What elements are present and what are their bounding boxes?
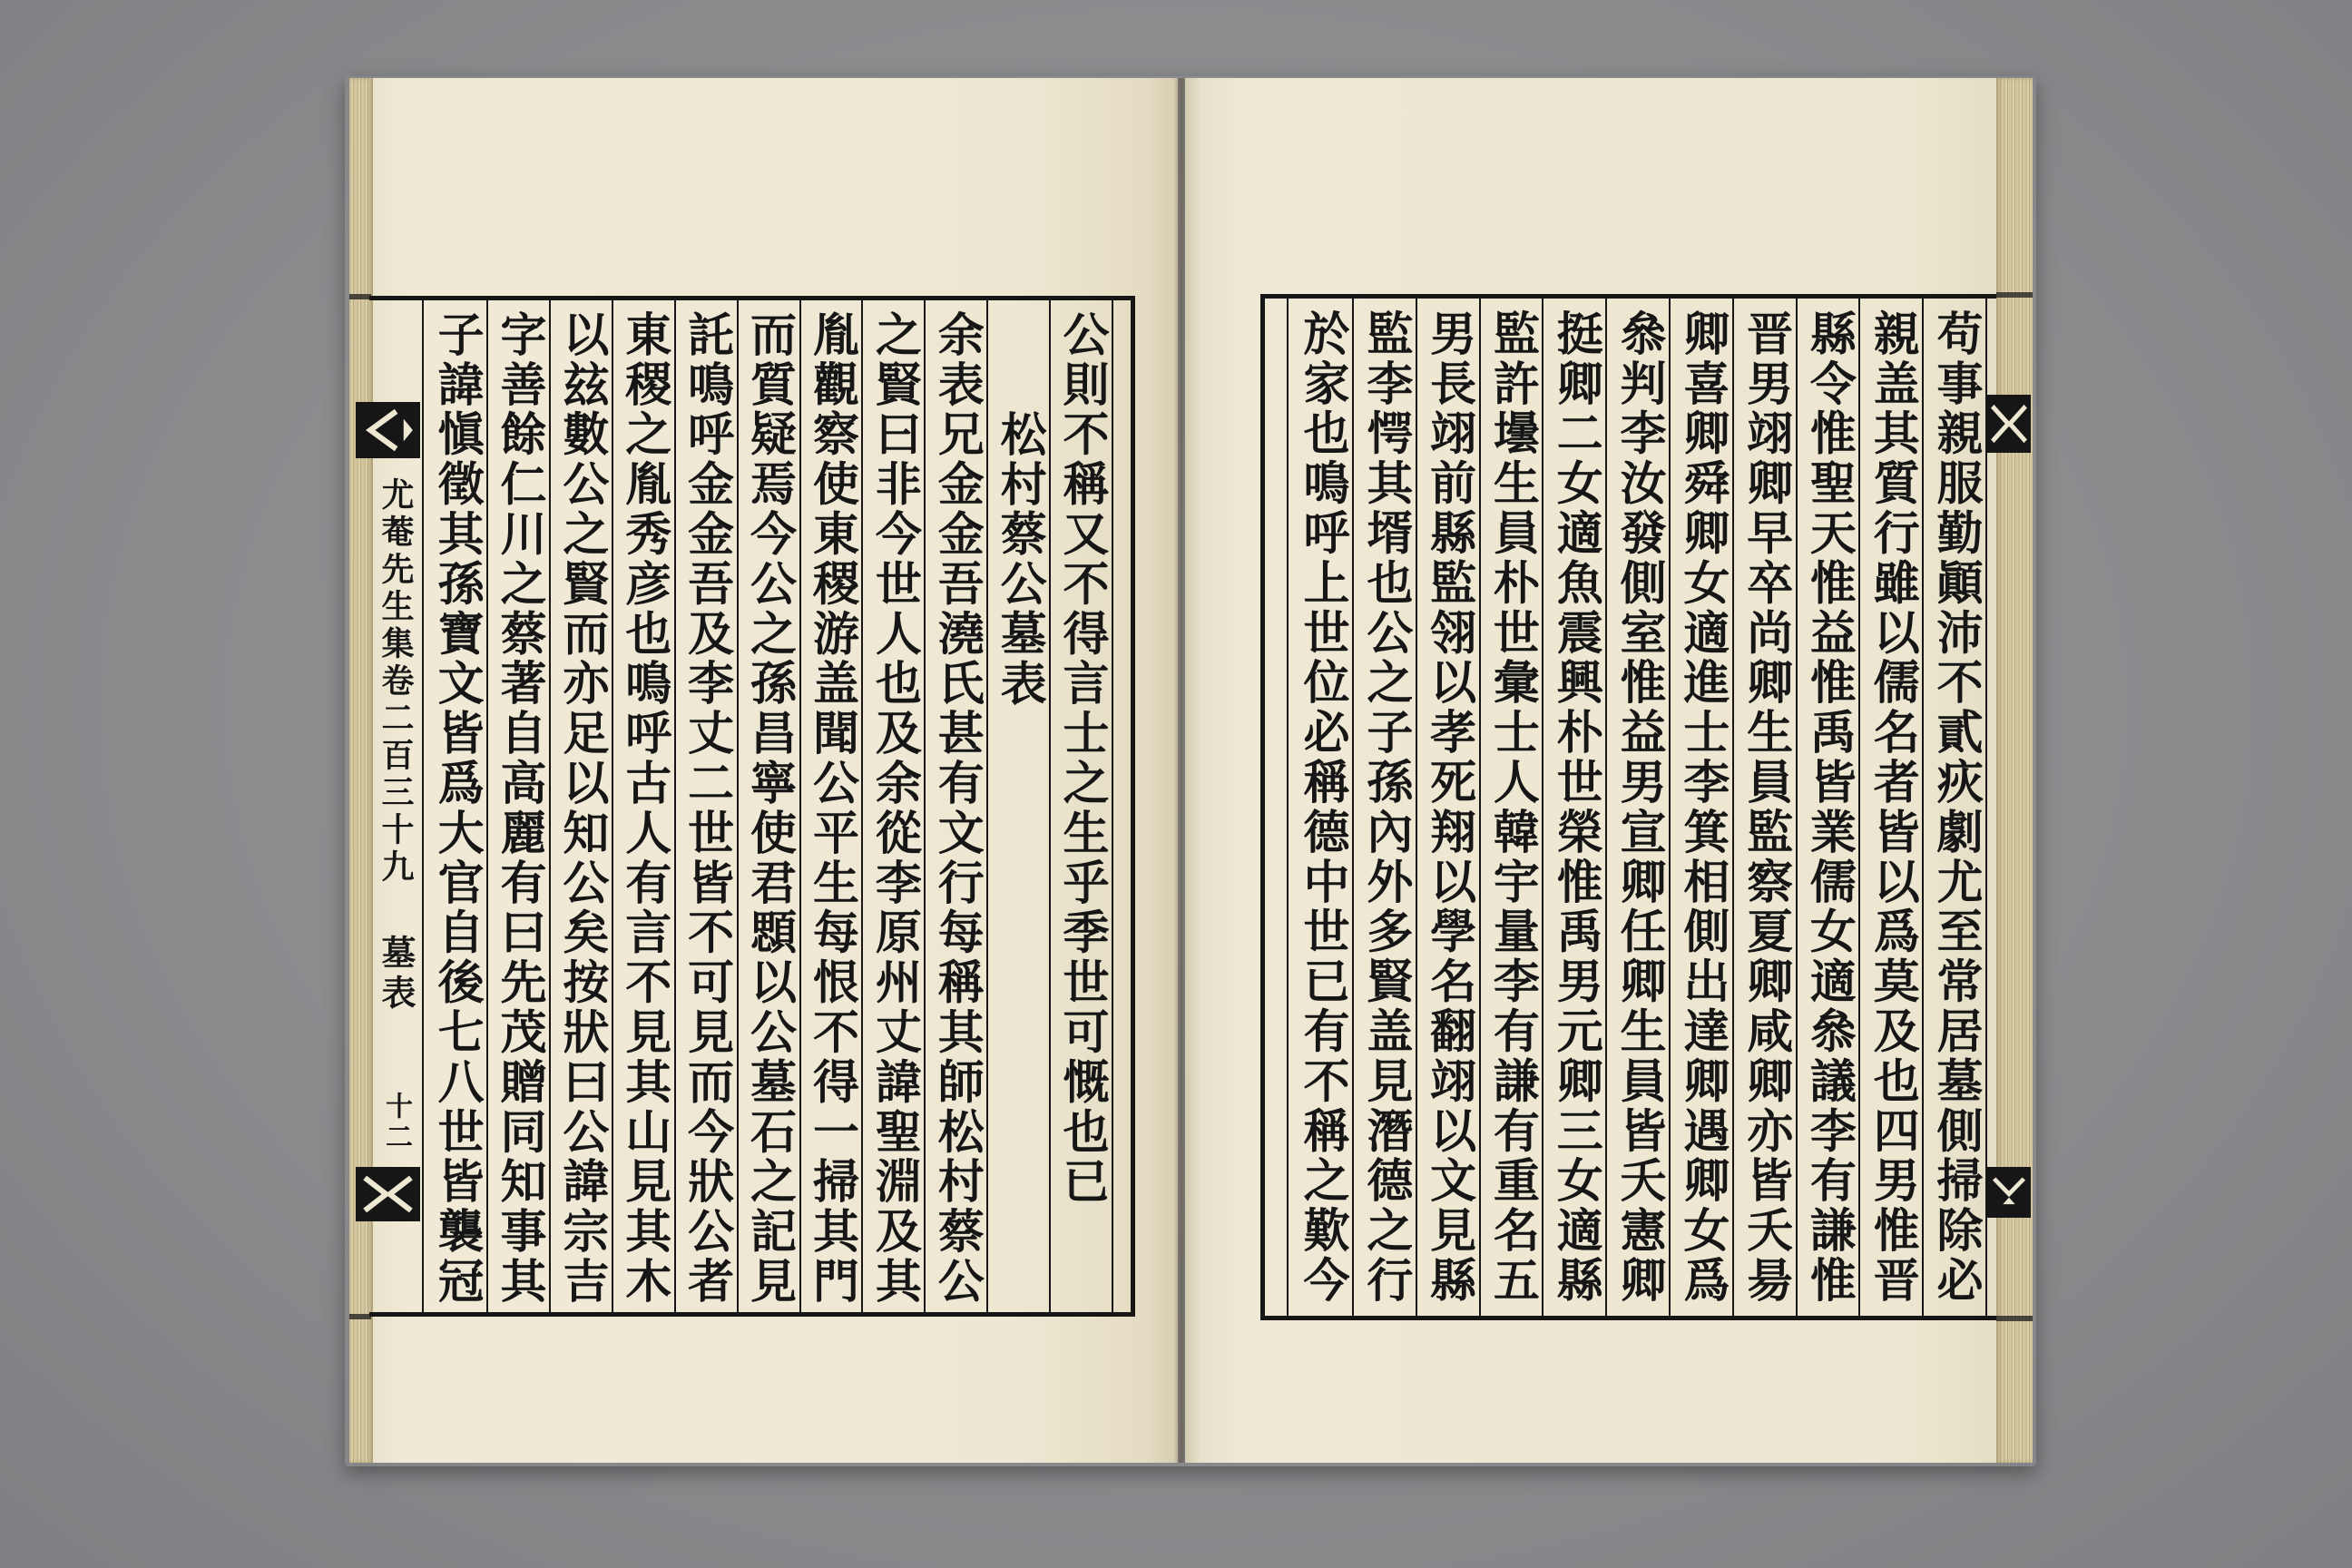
right-page-frame: [1260, 294, 1997, 1320]
text-column: 胤觀察使東稷游盖聞公平生每恨不得一掃其門: [799, 300, 862, 1312]
text-column: 公則不稱又不得言士之生乎季世可慨也已: [1049, 300, 1112, 1312]
text-column: 苟事親服勤顚沛不貳疢劇尤至常居墓側掃除必: [1922, 299, 1985, 1316]
text-column: 以玆數公之賢而亦足以知公矣按狀曰公諱宗吉: [549, 300, 612, 1312]
left-page-frame: [369, 296, 1135, 1317]
text-column: 監李愕其壻也公之子孫內外多賢盖見潛德之行: [1352, 299, 1416, 1316]
text-column: 監許壜生員朴世彙士人韓宇量李有謙有重名五: [1479, 299, 1543, 1316]
edge-frame-mark: [1996, 292, 2033, 298]
fishtail-top-icon: [1987, 395, 2031, 453]
fishtail-bottom-icon: [1987, 1167, 2031, 1218]
epitaph-title: 松村蔡公墓表: [986, 300, 1049, 1312]
right-page: [1185, 78, 2033, 1463]
text-column: 託鳴呼金金吾及李丈二世皆不可見而今狀公者: [674, 300, 737, 1312]
right-page-text-columns: [1287, 299, 1987, 1316]
fishtail-bottom-icon: [356, 1167, 420, 1221]
text-column: 男長翊前縣監翎以孝死翔以學名翻翊以文見縣: [1416, 299, 1479, 1316]
left-page: [349, 78, 1178, 1463]
text-column: 親盖其質行雖以儒名者皆以爲莫及也四男惟晋: [1858, 299, 1922, 1316]
text-column: 子諱愼徵其孫寶文皆爲大官自後七八世皆襲冠: [429, 310, 485, 1307]
left-page-text-columns: [424, 300, 1113, 1312]
edge-frame-mark: [1996, 1316, 2033, 1321]
right-page-edge-stack: [1996, 78, 2033, 1463]
text-column: 東稷之胤秀彦也鳴呼古人有言不見其山見其木: [612, 300, 674, 1312]
edge-frame-mark: [349, 1314, 371, 1319]
leaf-number: 十二: [380, 1092, 412, 1153]
text-column: 字善餘仁川之蔡著自高麗有曰先茂贈同知事其: [486, 300, 549, 1312]
text-column: 之賢曰非今世人也及余從李原州丈諱聖淵及其: [861, 300, 924, 1312]
text-column: 卿喜卿舜卿女適進士李箕相側出達卿遇卿女爲: [1669, 299, 1732, 1316]
text-column: 叅判李汝發側室惟益男宣卿任卿生員皆夭憲卿: [1605, 299, 1669, 1316]
text-column: 縣令惟聖天惟益惟禹皆業儒女適叅議李有謙惟: [1796, 299, 1859, 1316]
text-column: 而質疑焉今公之孫昌寧使君顋以公墓石之記見: [737, 300, 799, 1312]
edge-frame-mark: [349, 294, 371, 299]
text-column: 於家也鳴呼上世位必稱德中世已有不稱之歎今: [1295, 309, 1350, 1306]
section-label: 墓表: [376, 935, 416, 1014]
collection-title: 尤菴先生集卷二百三十九: [377, 477, 415, 887]
text-column: 晋男翊卿早卒尚卿生員監察夏卿咸卿亦皆夭昜: [1732, 299, 1796, 1316]
text-column: 挺卿二女適魚震興朴世榮惟禹男元卿三女適縣: [1542, 299, 1605, 1316]
fishtail-top-icon: [356, 402, 420, 458]
text-column: 余表兄金金吾澆氏甚有文行每稱其師松村蔡公: [924, 300, 986, 1312]
